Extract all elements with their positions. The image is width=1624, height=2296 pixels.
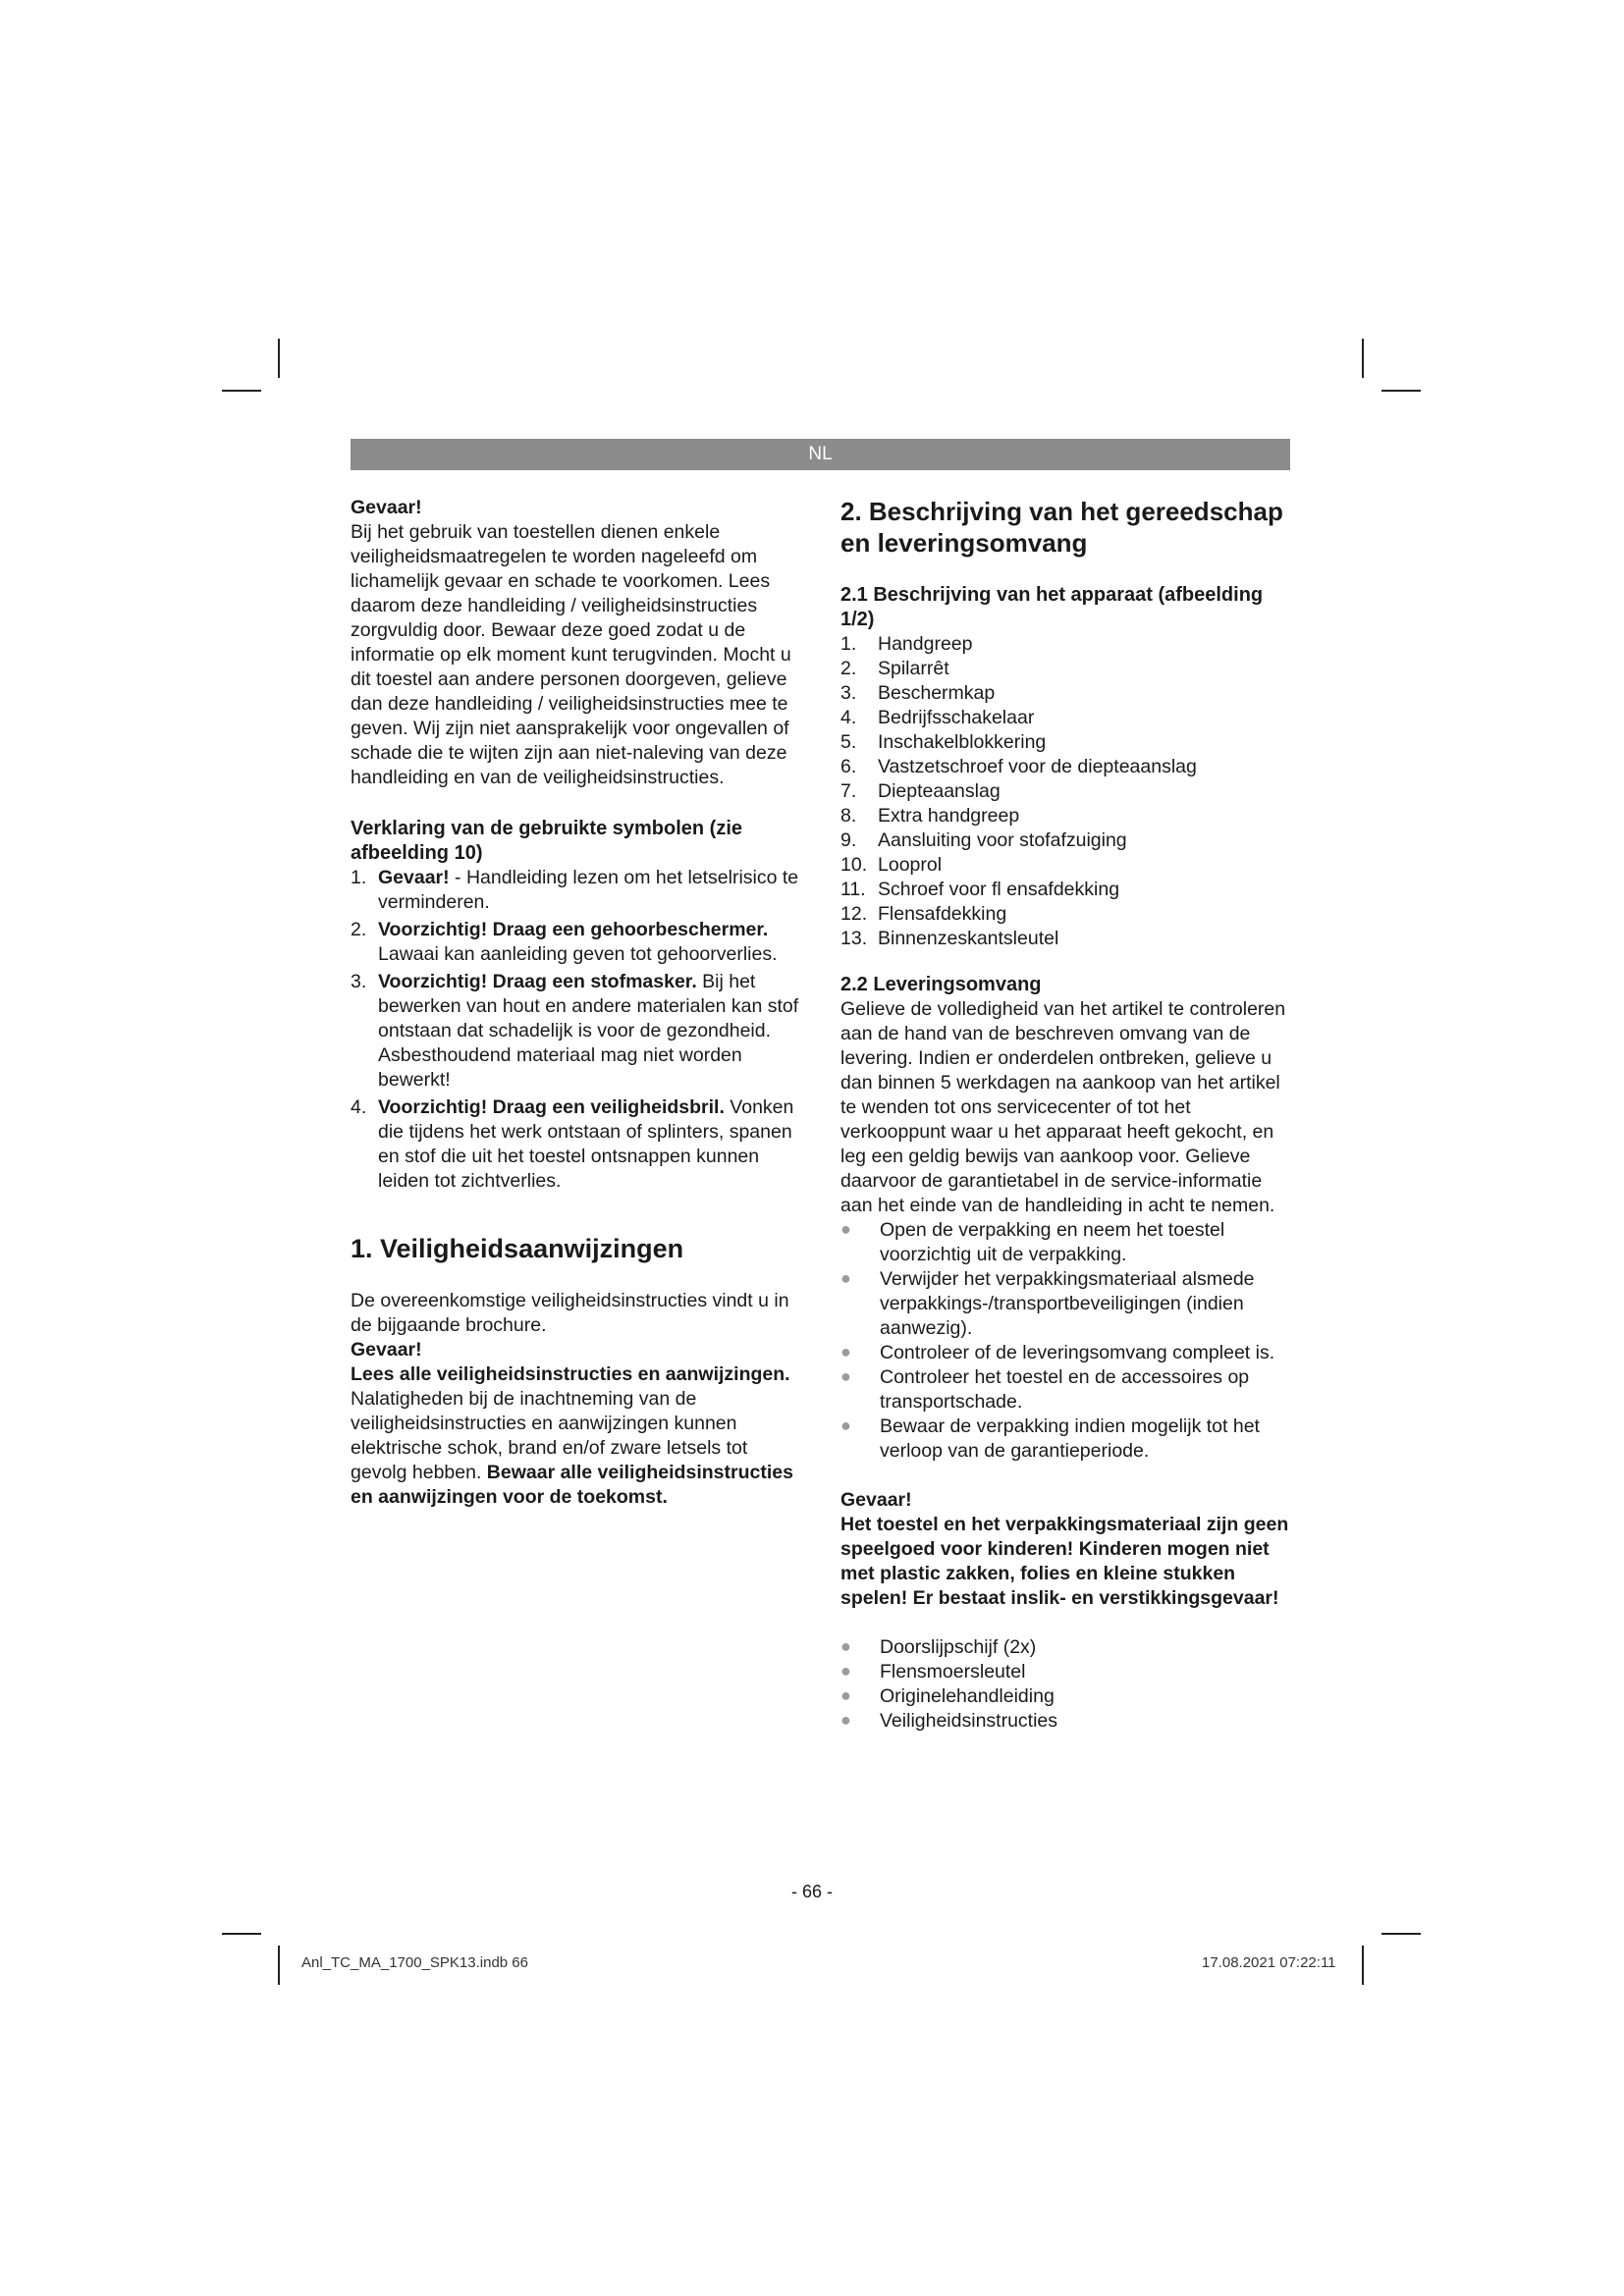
- list-item: ● Controleer het toestel en de accessoires op transportschade.: [840, 1366, 1250, 1413]
- crop-mark: [278, 339, 280, 378]
- page-number: - 66 -: [790, 1882, 833, 1901]
- list-item: 3. Voorzichtig! Draag een stofmasker. Bij het bewerken van hout en andere materialen kan stof ontstaan dat schadelijk is voor de gezondheid. Asbesthoudend materiaal mag niet worden bewerkt!: [351, 971, 799, 1091]
- bullet-icon: ●: [840, 1636, 851, 1656]
- crop-mark: [1381, 390, 1421, 392]
- bullet-icon: ●: [840, 1366, 851, 1386]
- unpack-steps-list: [840, 1218, 1294, 1464]
- delivery-text: Gelieve de volledigheid van het artikel te controleren aan de hand van de beschreven omvang van de levering. Indien er onderdelen ontbreken, gelieve u dan binnen 5 werkdagen na aankoop van het artikel te wenden tot ons servicecenter of tot het verkooppunt waar u het apparaat heeft gekocht, en leg een geldig bewijs van aankoop voor. Gelieve daarvoor de garantietabel in de service-informatie aan het einde van de handleiding in acht te nemen.: [840, 998, 1286, 1216]
- left-column: [351, 496, 805, 1510]
- footer-datetime: 17.08.2021 07:22:11: [1202, 1954, 1336, 1971]
- list-item: 8. Extra handgreep: [840, 805, 1020, 827]
- contents-list: [840, 1635, 1294, 1734]
- list-item: ● Veiligheidsinstructies: [840, 1710, 1058, 1732]
- parts-list: [840, 632, 1294, 951]
- crop-mark: [222, 1933, 261, 1935]
- list-item: 11. Schroef voor fl ensafdekking: [840, 879, 1120, 900]
- bullet-icon: ●: [840, 1710, 851, 1730]
- section-1-title: 1. Veiligheidsaanwijzingen: [351, 1234, 684, 1263]
- list-item: 9. Aansluiting voor stofafzuiging: [840, 829, 1127, 851]
- footer-filename: Anl_TC_MA_1700_SPK13.indb 66: [301, 1954, 528, 1971]
- list-item: 4. Bedrijfsschakelaar: [840, 707, 1035, 728]
- language-label: NL: [808, 444, 833, 464]
- symbols-list: [351, 866, 805, 1194]
- list-item: 7. Diepteaanslag: [840, 780, 1001, 802]
- gevaar-heading-2: Gevaar!: [840, 1489, 912, 1511]
- list-item: 1. Handgreep: [840, 633, 973, 655]
- section-1-text: Lees alle veiligheidsinstructies en aanwijzingen. Nalatigheden bij de inachtneming van de veiligheidsinstructies en aanwijzingen kunnen elektrische schok, brand en/of zware letsels tot gevolg hebben. Bewaar alle veiligheidsinstructies en aanwijzingen voor de toekomst.: [351, 1363, 793, 1508]
- right-column: [840, 496, 1294, 1734]
- list-item: 4. Voorzichtig! Draag een veiligheidsbril. Vonken die tijdens het werk ontstaan of splinters, spanen en stof die uit het toestel ontsnappen kunnen leiden tot zichtverlies.: [351, 1096, 794, 1192]
- language-header-bar: [351, 439, 1290, 470]
- list-item: ● Doorslijpschijf (2x): [840, 1636, 1037, 1658]
- list-item: 1. Gevaar! - Handleiding lezen om het letselrisico te verminderen.: [351, 867, 799, 913]
- section-2-title: 2. Beschrijving van het gereedschap en leveringsomvang: [840, 497, 1283, 558]
- section-1-gevaar: Gevaar!: [351, 1339, 422, 1361]
- list-item: ● Verwijder het verpakkingsmateriaal alsmede verpakkings-/transportbeveiligingen (indien aanwezig).: [840, 1268, 1255, 1339]
- gevaar-text-2: Het toestel en het verpakkingsmateriaal zijn geen speelgoed voor kinderen! Kinderen mogen niet met plastic zakken, folies en kleine stukken spelen! Er bestaat inslik- en verstikkingsgevaar!: [840, 1514, 1289, 1609]
- crop-mark: [1362, 339, 1364, 378]
- list-item: 5. Inschakelblokkering: [840, 731, 1047, 753]
- gevaar-heading: Gevaar!: [351, 497, 422, 518]
- list-item: 13. Binnenzeskantsleutel: [840, 928, 1059, 949]
- list-item: ● Originelehandleiding: [840, 1685, 1055, 1707]
- bullet-icon: ●: [840, 1268, 851, 1288]
- list-item: ● Flensmoersleutel: [840, 1661, 1026, 1682]
- bullet-icon: ●: [840, 1342, 851, 1362]
- list-item: 10. Looprol: [840, 854, 943, 876]
- gevaar-text: Bij het gebruik van toestellen dienen enkele veiligheidsmaatregelen te worden nageleefd om lichamelijk gevaar en schade te voorkomen. Lees daarom deze handleiding / veiligheidsinstructies zorgvuldig door. Bewaar deze goed zodat u de informatie op elk moment kunt terugvinden. Mocht u dit toestel aan andere personen doorgeven, gelieve dan deze handleiding / veiligheidsinstructies mee te geven. Wij zijn niet aansprakelijk voor ongevallen of schade die te wijten zijn aan niet-naleving van deze handleiding en van de veiligheidsinstructies.: [351, 521, 791, 788]
- list-item: ● Bewaar de verpakking indien mogelijk tot het verloop van de garantieperiode.: [840, 1415, 1260, 1462]
- bullet-icon: ●: [840, 1661, 851, 1681]
- list-item: ● Open de verpakking en neem het toestel voorzichtig uit de verpakking.: [840, 1219, 1225, 1265]
- list-item: 6. Vastzetschroef voor de diepteaanslag: [840, 756, 1197, 777]
- crop-mark: [1362, 1946, 1364, 1985]
- list-item: ● Controleer of de leveringsomvang compleet is.: [840, 1342, 1275, 1363]
- list-item: 2. Spilarrêt: [840, 658, 949, 679]
- section-2-1-heading: 2.1 Beschrijving van het apparaat (afbeelding 1/2): [840, 584, 1264, 630]
- bullet-icon: ●: [840, 1219, 851, 1239]
- section-2-2-heading: 2.2 Leveringsomvang: [840, 974, 1042, 995]
- list-item: 3. Beschermkap: [840, 682, 996, 704]
- bullet-icon: ●: [840, 1415, 851, 1435]
- list-item: 12. Flensafdekking: [840, 903, 1007, 925]
- section-1-intro: De overeenkomstige veiligheidsinstructies vindt u in de bijgaande brochure.: [351, 1290, 789, 1336]
- bullet-icon: ●: [840, 1685, 851, 1705]
- list-item: 2. Voorzichtig! Draag een gehoorbeschermer. Lawaai kan aanleiding geven tot gehoorverlies.: [351, 919, 778, 965]
- crop-mark: [278, 1946, 280, 1985]
- crop-mark: [1381, 1933, 1421, 1935]
- crop-mark: [222, 390, 261, 392]
- symbols-heading: Verklaring van de gebruikte symbolen (zie afbeelding 10): [351, 818, 743, 864]
